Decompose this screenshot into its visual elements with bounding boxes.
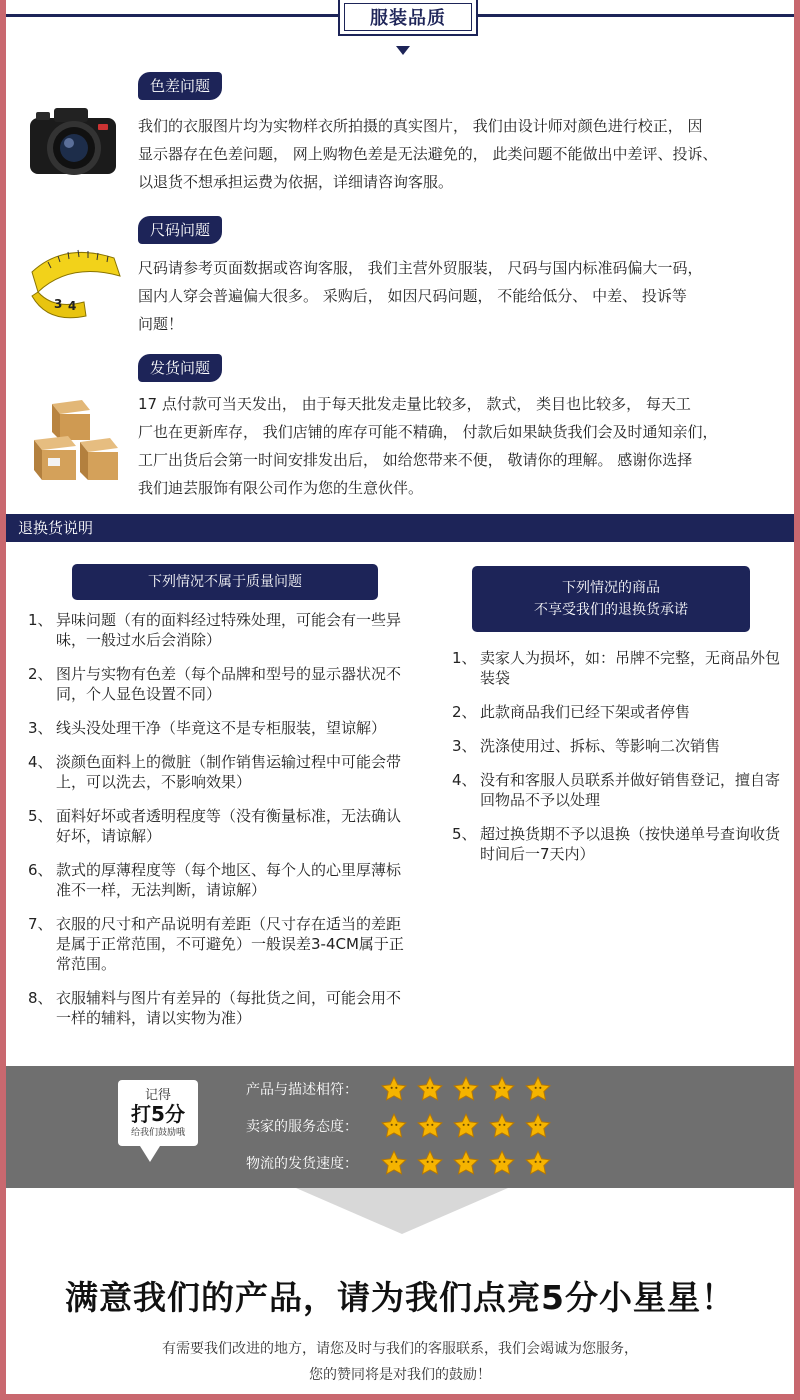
rating-row-service xyxy=(246,1111,552,1141)
camera-icon xyxy=(24,96,124,186)
left-list-heading xyxy=(72,564,378,600)
list-item-number: 1、 xyxy=(28,611,53,629)
right-heading-line2: 不享受我们的退换货承诺 xyxy=(534,602,688,618)
list-item-number: 4、 xyxy=(28,753,53,771)
rating-panel xyxy=(6,1066,794,1188)
text-line: 显示器存在色差问题， 网上购物色差是无法避免的， 此类问题不能做出中差评、投诉、 xyxy=(138,145,718,163)
list-item-text: 衣服的尺寸和产品说明有差距（尺寸存在适当的差距是属于正常范围，不可避免）一般误差3-4CM属于正常范围。 xyxy=(56,915,404,973)
star-icon xyxy=(524,1149,552,1177)
not-quality-issue-list xyxy=(28,610,410,1042)
header-rule-right xyxy=(478,14,794,17)
rating-label: 卖家的服务态度： xyxy=(246,1119,358,1135)
text-line: 17 点付款可当天发出， 由于每天批发走量比较多， 款式， 类目也比较多， 每天工 xyxy=(138,395,691,413)
list-item-text: 超过换货期不予以退换（按快递单号查询收货时间后一7天内） xyxy=(480,825,781,863)
star-icon xyxy=(488,1075,516,1103)
list-item-number: 1、 xyxy=(452,649,477,667)
quality-tag-size: 尺码问题 xyxy=(138,216,222,244)
header-rule-left xyxy=(6,14,338,17)
section-title: 服装品质 xyxy=(344,3,472,31)
list-item-number: 8、 xyxy=(28,989,53,1007)
list-item xyxy=(28,860,410,900)
bubble-line2: 打5分 xyxy=(131,1102,185,1126)
star-icon xyxy=(416,1112,444,1140)
star-icon xyxy=(452,1112,480,1140)
list-item xyxy=(452,824,792,864)
star-icon xyxy=(488,1149,516,1177)
list-item-text: 卖家人为损坏，如：吊牌不完整，无商品外包装袋 xyxy=(480,649,781,687)
list-item xyxy=(28,718,410,738)
rate-reminder-bubble xyxy=(118,1080,198,1146)
list-item xyxy=(28,806,410,846)
list-item xyxy=(28,988,410,1028)
list-item-text: 淡颜色面料上的微脏（制作销售运输过程中可能会带上，可以洗去，不影响效果） xyxy=(56,753,402,791)
returns-section-title: 退换货说明 xyxy=(6,514,794,542)
quality-text-color xyxy=(138,112,788,196)
list-item xyxy=(452,736,792,756)
right-list-heading xyxy=(472,566,750,632)
text-line: 尺码请参考页面数据或咨询客服， 我们主营外贸服装， 尺码与国内标准码偏大一码， xyxy=(138,259,703,277)
list-item-number: 5、 xyxy=(28,807,53,825)
bubble-line3: 给我们鼓励哦 xyxy=(130,1128,185,1138)
text-line: 我们的衣服图片均为实物样衣所拍摄的真实图片， 我们由设计师对颜色进行校正， 因 xyxy=(138,117,703,135)
text-line: 厂也在更新库存， 我们店铺的库存可能不精确， 付款后如果缺货我们会及时通知亲们， xyxy=(138,423,718,441)
left-heading-text: 下列情况不属于质量问题 xyxy=(148,574,302,590)
list-item-number: 3、 xyxy=(452,737,477,755)
footer-line1: 有需要我们改进的地方，请您及时与我们的客服联系，我们会竭诚为您服务， xyxy=(162,1341,638,1357)
text-line: 国内人穿会普遍偏大很多。 采购后， 如因尺码问题， 不能给低分、 中差、 投诉等 xyxy=(138,287,687,305)
star-icon xyxy=(380,1149,408,1177)
bubble-line1: 记得 xyxy=(144,1088,171,1103)
list-item-number: 7、 xyxy=(28,915,53,933)
list-item-text: 款式的厚薄程度等（每个地区、每个人的心里厚薄标准不一样，无法判断，请谅解） xyxy=(56,861,402,899)
star-icon xyxy=(380,1075,408,1103)
list-item-text: 洗涤使用过、拆标、等影响二次销售 xyxy=(480,737,721,755)
list-item-number: 4、 xyxy=(452,771,477,789)
star-rating xyxy=(380,1075,552,1103)
list-item xyxy=(28,914,410,974)
list-item-text: 图片与实物有色差（每个品牌和型号的显示器状况不同，个人显色设置不同） xyxy=(56,665,402,703)
list-item xyxy=(28,664,410,704)
star-icon xyxy=(452,1075,480,1103)
star-icon xyxy=(524,1075,552,1103)
star-icon xyxy=(452,1149,480,1177)
list-item xyxy=(28,752,410,792)
list-item xyxy=(28,610,410,650)
star-rating xyxy=(380,1149,552,1177)
star-icon xyxy=(488,1112,516,1140)
star-icon xyxy=(416,1149,444,1177)
star-rating xyxy=(380,1112,552,1140)
rating-row-shipping xyxy=(246,1148,552,1178)
rating-label: 产品与描述相符： xyxy=(246,1082,358,1098)
decorative-funnel xyxy=(296,1188,508,1234)
list-item-text: 面料好坏或者透明程度等（没有衡量标准，无法确认好坏，请谅解） xyxy=(56,807,402,845)
rating-label: 物流的发货速度： xyxy=(246,1156,358,1172)
list-item-text: 衣服辅料与图片有差异的（每批货之间，可能会用不一样的辅料，请以实物为准） xyxy=(56,989,402,1027)
list-item-text: 异味问题（有的面料经过特殊处理，可能会有一些异味，一般过水后会消除） xyxy=(56,611,402,649)
svg-text:3: 3 xyxy=(54,297,63,311)
list-item xyxy=(452,648,792,688)
text-line: 问题！ xyxy=(138,315,184,333)
list-item-text: 此款商品我们已经下架或者停售 xyxy=(480,703,691,721)
down-arrow-icon xyxy=(396,46,410,55)
list-item xyxy=(452,702,792,722)
quality-text-size xyxy=(138,254,788,338)
tape-measure-icon xyxy=(24,232,124,322)
rating-row-description xyxy=(246,1074,552,1104)
footer-line2: 您的赞同将是对我们的鼓励！ xyxy=(309,1367,491,1383)
section-title-box xyxy=(338,0,478,36)
quality-tag-color: 色差问题 xyxy=(138,72,222,100)
text-line: 工厂出货后会第一时间安排发出后， 如给您带来不便， 敬请你的理解。 感谢你选择 xyxy=(138,451,693,469)
text-line: 以退货不想承担运费为依据，详细请咨询客服。 xyxy=(138,173,454,191)
package-boxes-icon xyxy=(24,398,124,488)
product-detail-page xyxy=(6,0,794,1394)
list-item-number: 5、 xyxy=(452,825,477,843)
star-icon xyxy=(524,1112,552,1140)
text-line: 我们迪芸服饰有限公司作为您的生意伙伴。 xyxy=(138,479,424,497)
right-heading-line1: 下列情况的商品 xyxy=(562,580,660,596)
star-icon xyxy=(380,1112,408,1140)
list-item-text: 线头没处理干净（毕竟这不是专柜服装，望谅解） xyxy=(56,719,387,737)
list-item-text: 没有和客服人员联系并做好销售登记，擅自寄回物品不予以处理 xyxy=(480,771,781,809)
list-item-number: 2、 xyxy=(452,703,477,721)
no-return-list xyxy=(452,648,792,878)
footer-headline: 满意我们的产品，请为我们点亮5分小星星！ xyxy=(65,1278,735,1317)
list-item-number: 3、 xyxy=(28,719,53,737)
quality-tag-shipping: 发货问题 xyxy=(138,354,222,382)
list-item-number: 2、 xyxy=(28,665,53,683)
svg-text:4: 4 xyxy=(68,299,77,313)
star-icon xyxy=(416,1075,444,1103)
list-item xyxy=(452,770,792,810)
quality-text-shipping xyxy=(138,390,788,502)
list-item-number: 6、 xyxy=(28,861,53,879)
